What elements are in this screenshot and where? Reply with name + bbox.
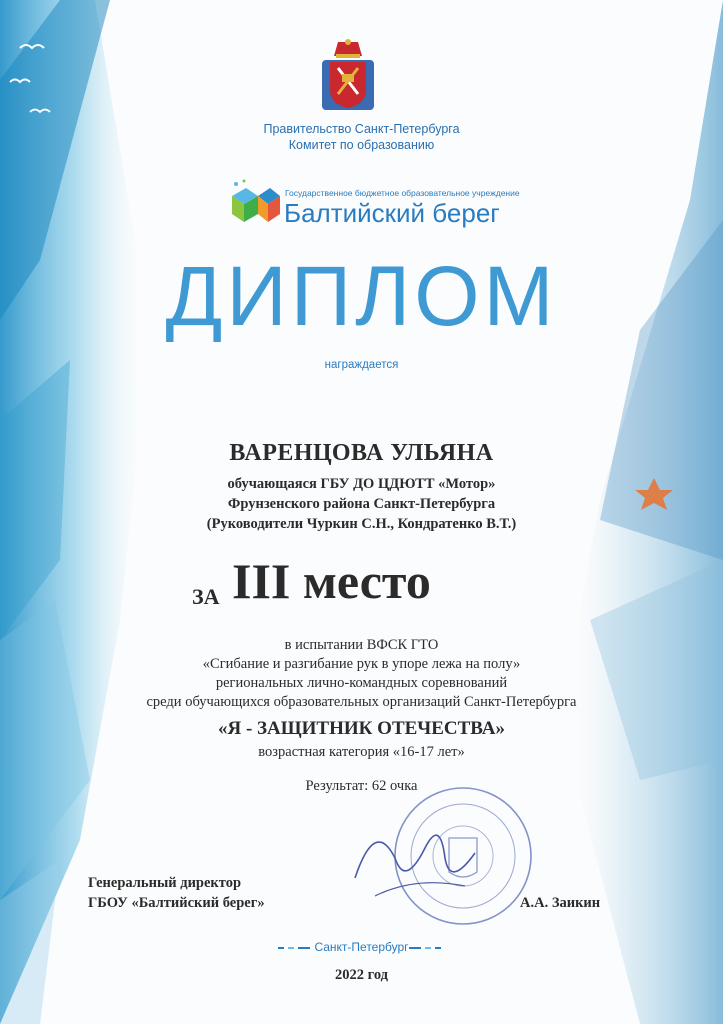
award-place: III место xyxy=(232,553,431,609)
institution-type: Государственное бюджетное образовательное учреждение xyxy=(285,188,520,198)
event-participants: среди обучающихся образовательных организаций Санкт-Петербурга xyxy=(146,694,577,710)
right-dash-decoration xyxy=(405,943,441,953)
event-competition: региональных лично-командных соревнований xyxy=(215,675,508,691)
institution-logo-icon xyxy=(228,178,282,230)
signer-organization: ГБОУ «Балтийский берег» xyxy=(88,895,265,911)
signer-name: А.А. Заикин xyxy=(520,895,601,911)
committee-name: Комитет по образованию xyxy=(288,138,435,152)
event-slogan: «Я - ЗАЩИТНИК ОТЕЧЕСТВА» xyxy=(217,718,506,739)
event-test: в испытании ВФСК ГТО xyxy=(284,637,439,653)
signer-position: Генеральный директор xyxy=(88,875,242,891)
footer-city: Санкт-Петербург xyxy=(314,940,409,954)
footer-year: 2022 год xyxy=(334,967,388,983)
event-exercise: «Сгибание и разгибание рук в упоре лежа на полу» xyxy=(202,656,521,672)
diploma-title: ДИПЛОМ xyxy=(165,249,558,343)
coat-of-arms-icon xyxy=(316,38,380,114)
stamp-and-signature xyxy=(345,778,535,928)
awarded-label: награждается xyxy=(324,359,399,371)
award-prefix: ЗА xyxy=(192,584,220,609)
recipient-name: ВАРЕНЦОВА УЛЬЯНА xyxy=(229,440,494,466)
institution-name: Балтийский берег xyxy=(284,198,500,228)
age-category: возрастная категория «16-17 лет» xyxy=(258,744,465,760)
recipient-school: обучающаяся ГБУ ДО ЦДЮТТ «Мотор» xyxy=(227,476,496,492)
recipient-district: Фрунзенского района Санкт-Петербурга xyxy=(227,496,496,512)
result-text: Результат: 62 очка xyxy=(305,778,418,794)
recipient-coaches: (Руководители Чуркин С.Н., Кондратенко В.Т.) xyxy=(206,516,517,532)
government-name: Правительство Санкт-Петербурга xyxy=(263,122,460,136)
